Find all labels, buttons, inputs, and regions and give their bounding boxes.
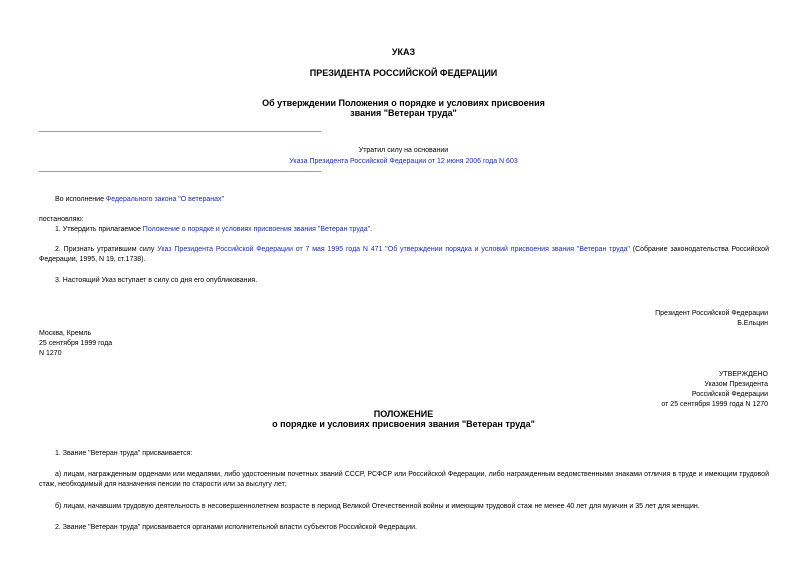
decree-item-2 [39, 245, 769, 265]
regulation-clause-1: 1. Звание "Ветеран труда" присваивается: [55, 450, 193, 457]
document-title-line1: Об утверждении Положения о порядке и условиях присвоения [262, 98, 545, 108]
preamble [39, 195, 769, 205]
regulation-link[interactable]: Положение о порядке и условиях присвоения звания "Ветеран труда" [142, 226, 371, 233]
regulation-clause-1a: а) лицам, награжденным орденами или медалями, либо удостоенным почетных званий СССР, РСФСР или Российской Федерации, либо награжденным ведомственными знаками отличия в труде и имеющим трудовой стаж, необходимый для назначения пенсии по старости или за выслугу лет; [39, 471, 769, 488]
lapse-note: Утратил силу на основании [358, 147, 449, 154]
decree-item-3: 3. Настоящий Указ вступает в силу со дня его опубликования. [55, 277, 258, 284]
signing-place: Москва, Кремль [39, 330, 92, 337]
resolved-label: постановляю: [39, 216, 84, 223]
item-2-prefix: 2. Признать утратившим силу [55, 246, 158, 253]
signatory-position: Президент Российской Федерации [655, 310, 768, 317]
divider-bottom [39, 171, 321, 172]
lapse-decree-link[interactable]: Указа Президента Российской Федерации от 12 июня 2006 года N 603 [289, 158, 518, 165]
signing-date: 25 сентября 1999 года [39, 340, 113, 347]
veterans-law-link[interactable]: Федерального закона "О ветеранах" [105, 196, 225, 203]
preamble-prefix: Во исполнение [55, 196, 106, 203]
regulation-title: ПОЛОЖЕНИЕ [373, 409, 434, 419]
decree-number: N 1270 [39, 350, 62, 357]
approved-label: УТВЕРЖДЕНО [718, 371, 768, 378]
divider-top [39, 131, 321, 132]
document-title-line2: звания "Ветеран труда" [350, 108, 457, 118]
approved-by: Указом Президента [704, 381, 768, 388]
approved-date: от 25 сентября 1999 года N 1270 [661, 401, 768, 408]
decree-title: УКАЗ [391, 47, 416, 57]
repealed-decree-link[interactable]: Указ Президента Российской Федерации от 7 мая 1995 года N 471 "Об утверждении порядка и условий присвоения звания "Ветеран труда" [157, 246, 630, 253]
item-1-suffix: . [370, 226, 373, 233]
signatory-name: Б.Ельцин [737, 320, 768, 327]
item-1-prefix: 1. Утвердить прилагаемое [55, 226, 143, 233]
regulation-clause-2: 2. Звание "Ветеран труда" присваивается органами исполнительной власти субъектов Российской Федерации. [55, 524, 417, 531]
regulation-clause-1b: б) лицам, начавшим трудовую деятельность в несовершеннолетнем возрасте в период Великой Отечественной войны и имеющим трудовой стаж не менее 40 лет для мужчин и 35 лет для женщин. [55, 503, 700, 510]
approved-country: Российской Федерации [691, 391, 768, 398]
decree-issuer: ПРЕЗИДЕНТА РОССИЙСКОЙ ФЕДЕРАЦИИ [309, 68, 498, 78]
decree-item-1 [39, 225, 769, 235]
item-2-suffix: (Собрание законодательства Российской Федерации, 1995, N 19, ст.1738). [39, 246, 769, 263]
regulation-subtitle: о порядке и условиях присвоения звания "Ветеран труда" [272, 419, 535, 429]
